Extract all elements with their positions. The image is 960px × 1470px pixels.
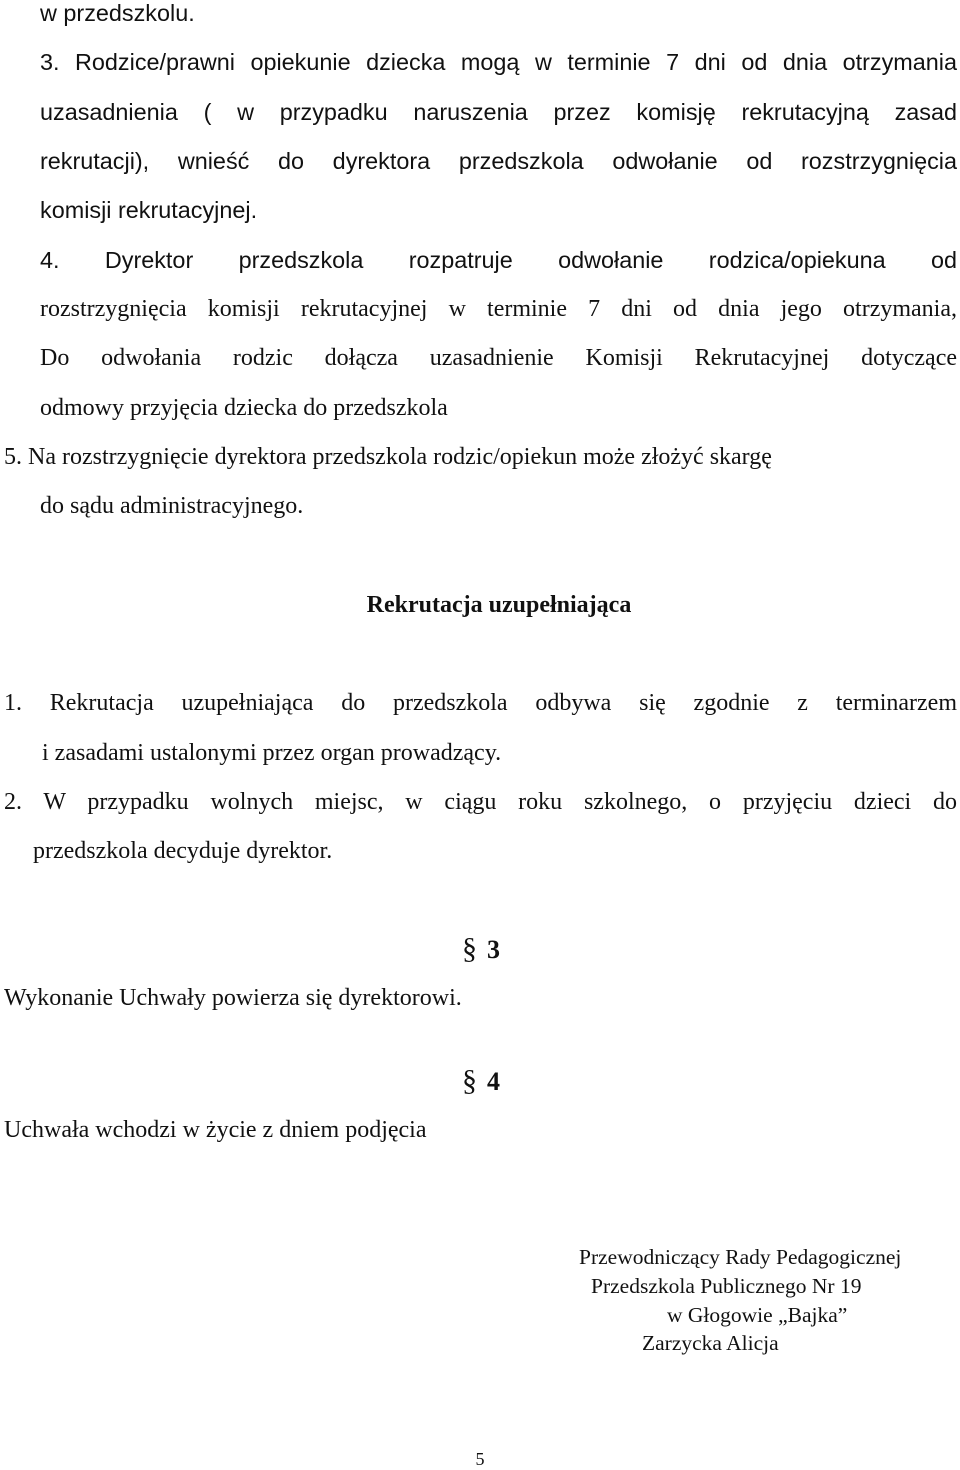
section-sign: § [462,1064,477,1097]
item-3-line-2: uzasadnienia ( w przypadku naruszenia przez komisję rekrutacyjną zasad [40,99,957,125]
item-4-line-1: 4. Dyrektor przedszkola rozpatruje odwołanie rodzica/opiekuna od [40,247,957,273]
paragraph-4-heading [462,1066,500,1097]
item-3-line-4: komisji rekrutacyjnej. [40,197,258,223]
item-5-line-2: do sądu administracyjnego. [40,493,304,519]
supplementary-item-2-line-2: przedszkola decyduje dyrektor. [33,838,333,864]
item-4-line-3: Do odwołania rodzic dołącza uzasadnienie Komisji Rekrutacyjnej dotyczące [40,345,957,371]
supplementary-item-1-line-1: 1. Rekrutacja uzupełniająca do przedszkola odbywa się zgodnie z terminarzem [4,690,957,716]
signature-line-2: Przedszkola Publicznego Nr 19 [591,1274,862,1298]
item-4-line-2: rozstrzygnięcia komisji rekrutacyjnej w terminie 7 dni od dnia jego otrzymania, [40,296,957,322]
item-4-line-4: odmowy przyjęcia dziecka do przedszkola [40,395,448,421]
item-3-line-3: rekrutacji), wnieść do dyrektora przedszkola odwołanie od rozstrzygnięcia [40,148,957,174]
signature-name: Zarzycka Alicja [642,1331,779,1355]
signature-line-3: w Głogowie „Bajka” [667,1303,848,1327]
paragraph-4-text: Uchwała wchodzi w życie z dniem podjęcia [4,1117,427,1143]
text-line: w przedszkolu. [40,0,195,26]
signature-line-1: Przewodniczący Rady Pedagogicznej [579,1245,902,1269]
supplementary-item-1-line-2: i zasadami ustalonymi przez organ prowadzący. [42,740,502,766]
supplementary-item-2-line-1: 2. W przypadku wolnych miejsc, w ciągu roku szkolnego, o przyjęciu dzieci do [4,789,957,815]
paragraph-number: 4 [487,1067,500,1096]
paragraph-3-heading [462,934,500,965]
section-heading: Rekrutacja uzupełniająca [366,592,632,618]
paragraph-number: 3 [487,935,500,964]
page-number: 5 [475,1449,485,1469]
item-3-line-1: 3. Rodzice/prawni opiekunie dziecka mogą w terminie 7 dni od dnia otrzymania [40,49,957,75]
item-5-line-1: 5. Na rozstrzygnięcie dyrektora przedszkola rodzic/opiekun może złożyć skargę [4,444,772,470]
section-sign: § [462,932,477,965]
paragraph-3-text: Wykonanie Uchwały powierza się dyrektorowi. [4,985,462,1011]
